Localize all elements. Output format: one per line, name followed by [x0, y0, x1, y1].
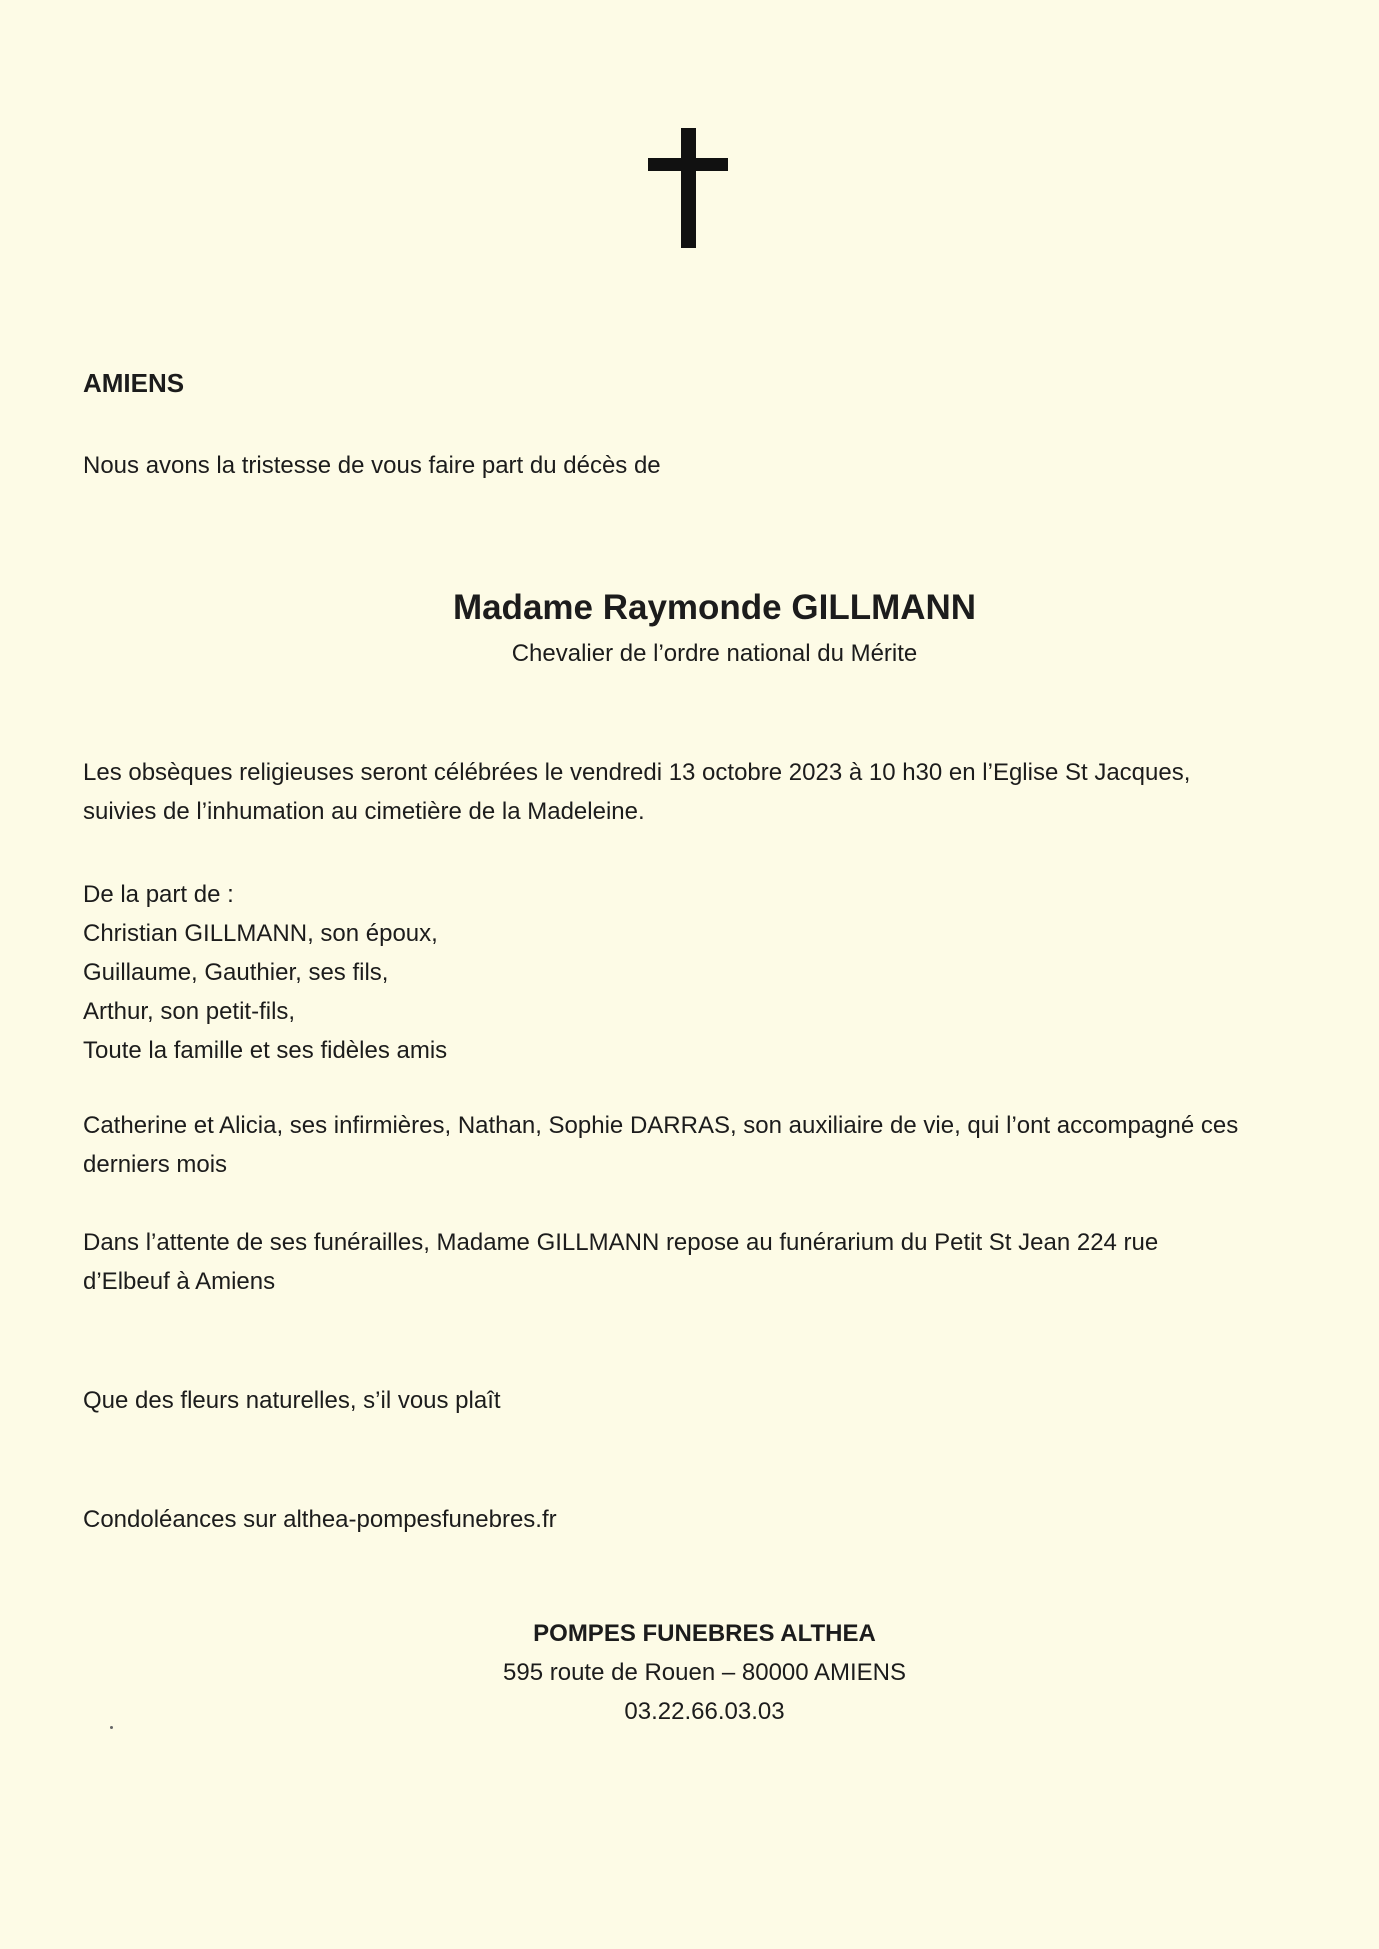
family-heading: De la part de : — [83, 881, 234, 908]
honor-title: Chevalier de l’ordre national du Mérite — [511, 640, 918, 667]
flowers-note-text: Que des fleurs naturelles, s’il vous plaît — [83, 1387, 501, 1414]
flowers-note — [83, 1381, 1283, 1420]
condolences-note — [83, 1500, 1283, 1539]
condolences-text: Condoléances sur althea-pompesfunebres.fr — [83, 1506, 557, 1533]
family-member: Toute la famille et ses fidèles amis — [83, 1037, 448, 1064]
funeral-home-address: 595 route de Rouen – 80000 AMIENS — [503, 1659, 906, 1686]
city-heading: AMIENS — [83, 368, 185, 398]
repose-paragraph — [83, 1223, 1283, 1301]
scan-speck — [110, 1726, 113, 1729]
cross-vertical-bar — [681, 128, 696, 248]
funeral-home-phone: 03.22.66.03.03 — [624, 1698, 785, 1725]
cross-icon — [648, 128, 728, 248]
funeral-home-block — [0, 1614, 1379, 1731]
family-member: Guillaume, Gauthier, ses fils, — [83, 959, 389, 986]
caregivers-line: derniers mois — [83, 1151, 228, 1178]
repose-line: Dans l’attente de ses funérailles, Madame GILLMANN repose au funérarium du Petit St Jean 224 rue — [83, 1229, 1159, 1256]
intro-text: Nous avons la tristesse de vous faire part du décès de — [83, 452, 661, 479]
deceased-name: Madame Raymonde GILLMANN — [452, 588, 977, 627]
cross-horizontal-bar — [648, 158, 728, 171]
family-member: Christian GILLMANN, son époux, — [83, 920, 438, 947]
caregivers-line: Catherine et Alicia, ses infirmières, Nathan, Sophie DARRAS, son auxiliaire de vie, qui l’ont accompagné ces — [83, 1112, 1239, 1139]
ceremony-line: suivies de l’inhumation au cimetière de la Madeleine. — [83, 798, 645, 825]
repose-line: d’Elbeuf à Amiens — [83, 1268, 276, 1295]
ceremony-line: Les obsèques religieuses seront célébrées le vendredi 13 octobre 2023 à 10 h30 en l’Eglise St Jacques, — [83, 759, 1191, 786]
family-member: Arthur, son petit-fils, — [83, 998, 296, 1025]
caregivers-paragraph — [83, 1106, 1283, 1184]
family-list — [83, 875, 1283, 1070]
ceremony-paragraph — [83, 753, 1283, 831]
funeral-home-name: POMPES FUNEBRES ALTHEA — [533, 1620, 876, 1647]
